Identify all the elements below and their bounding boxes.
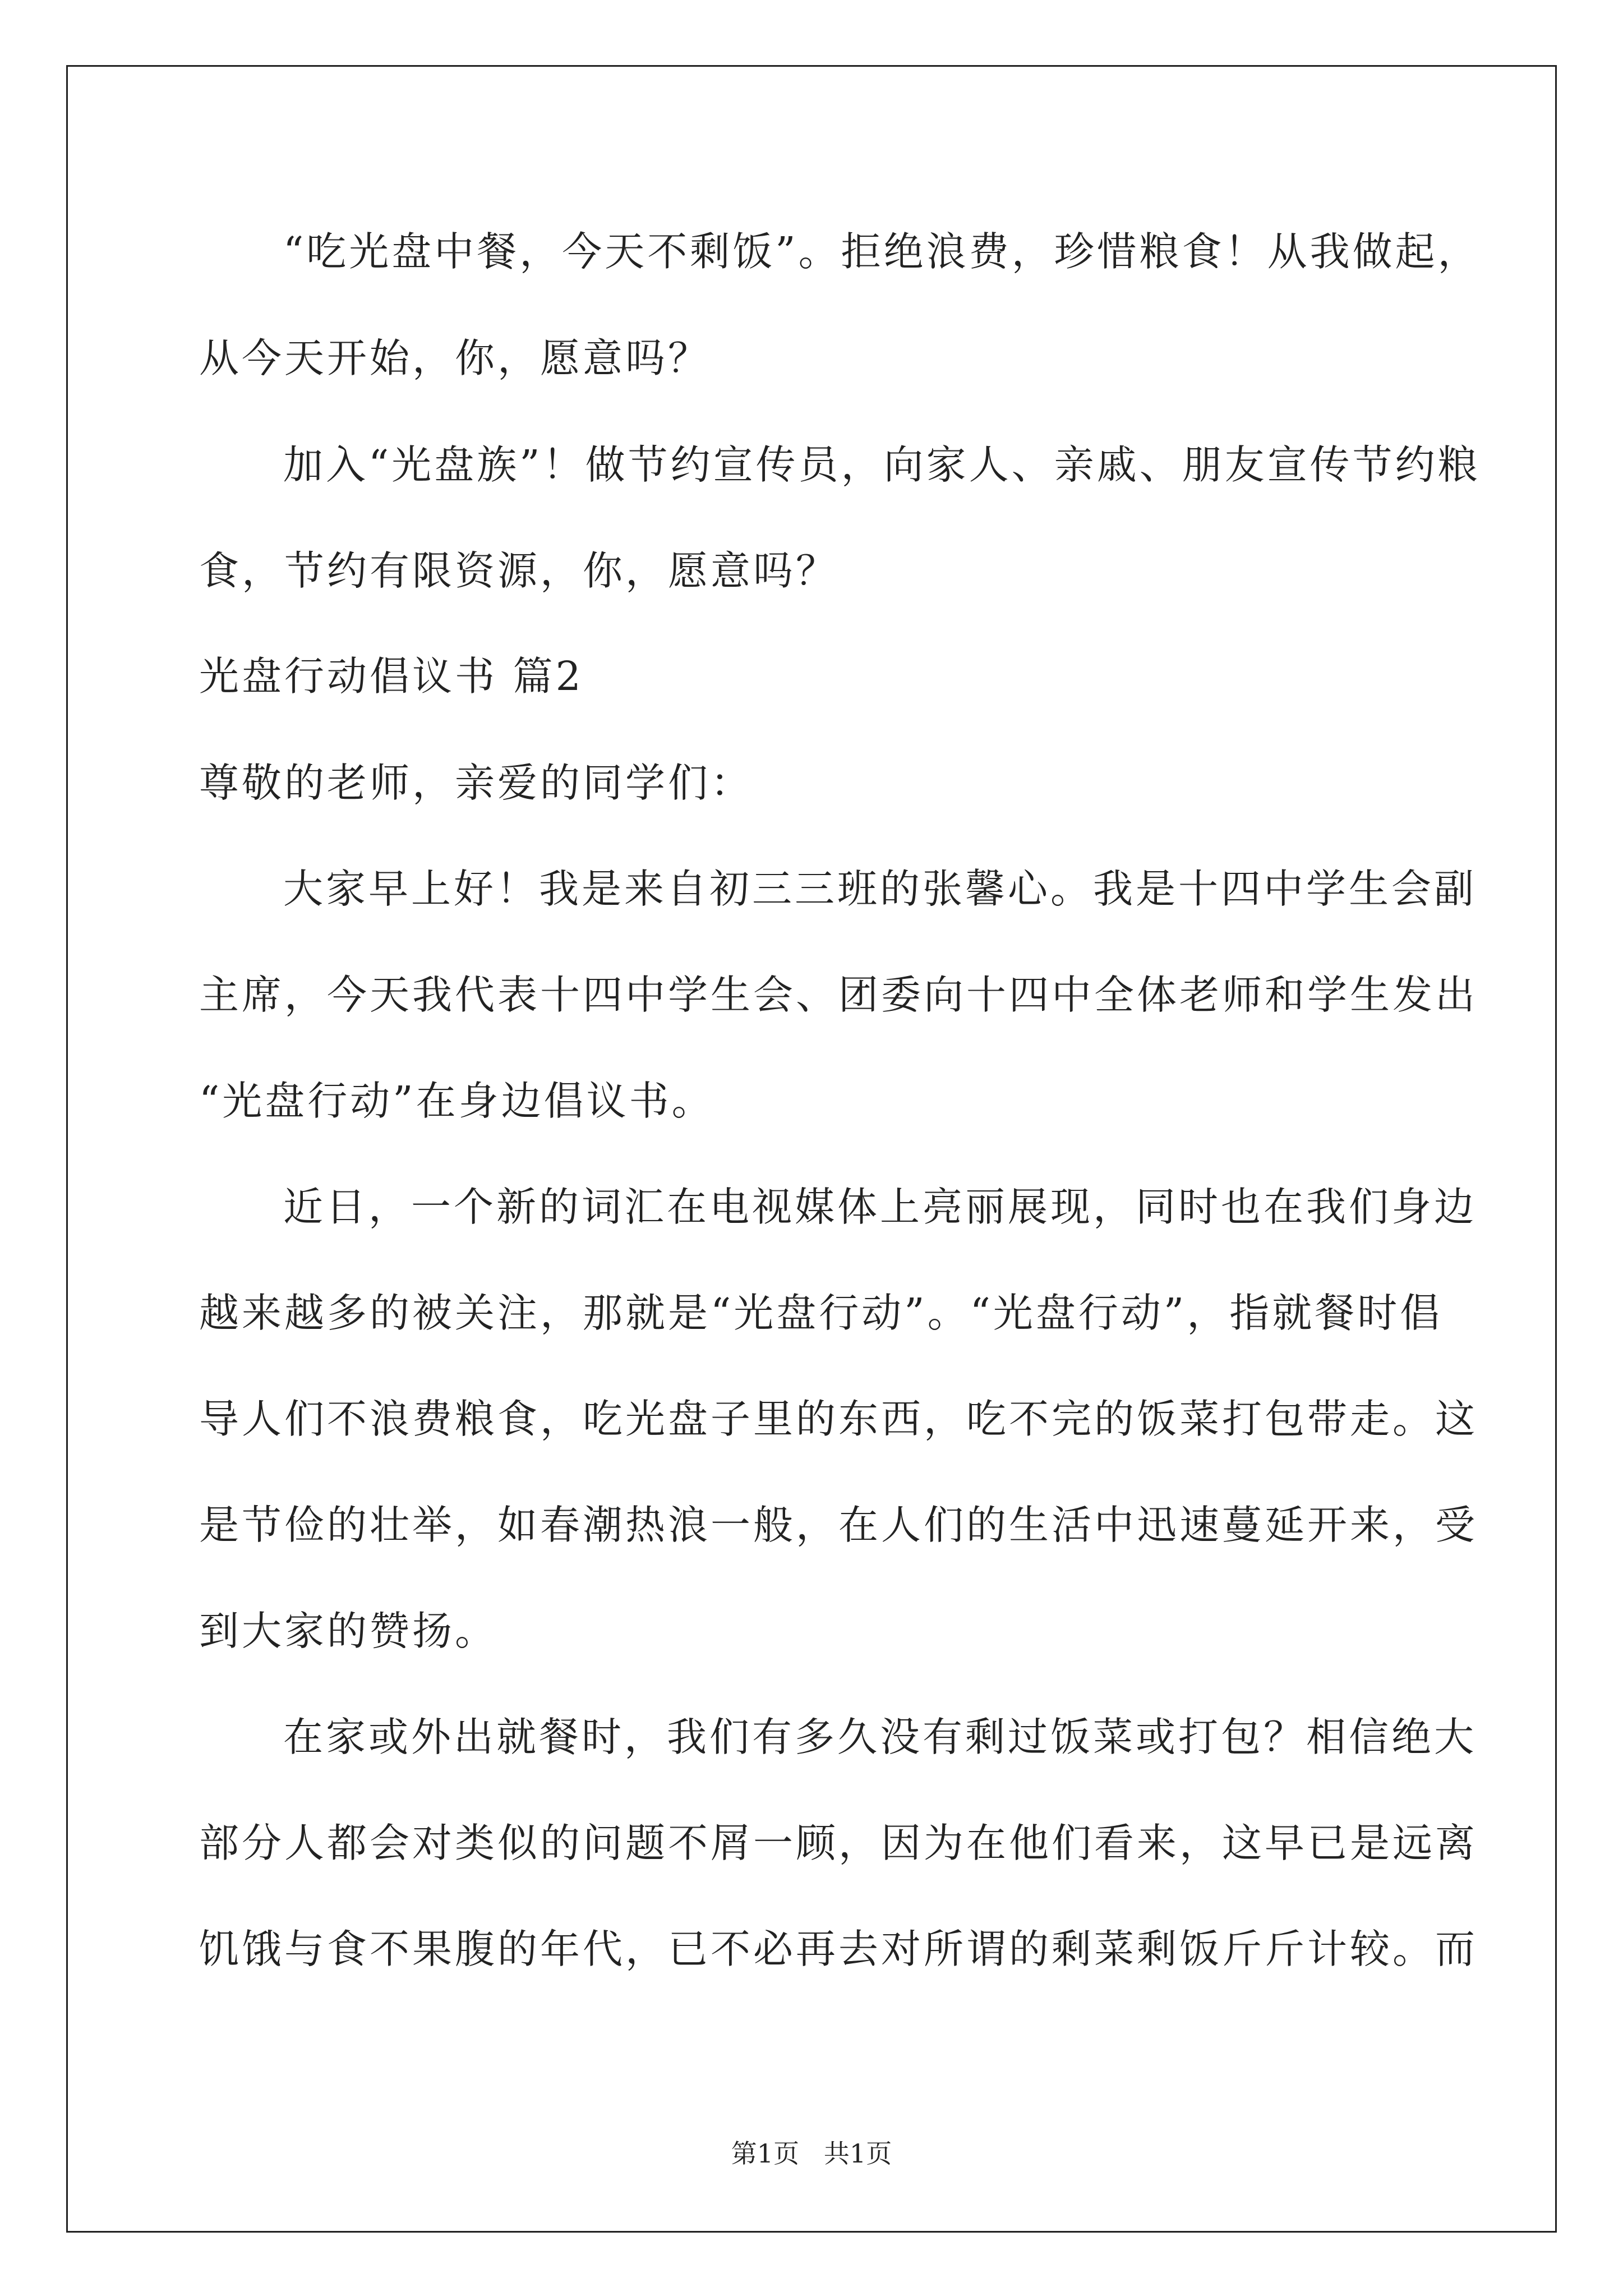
paragraph-line: 在家或外出就餐时，我们有多久没有剩过饭菜或打包？相信绝大 (283, 1714, 1477, 1760)
paragraph-line: 大家早上好！我是来自初三三班的张馨心。我是十四中学生会副 (283, 866, 1477, 912)
section-heading: 光盘行动倡议书 篇2 (199, 653, 584, 700)
paragraph-line: “吃光盘中餐，今天不剩饭”。拒绝浪费，珍惜粮食！从我做起， (283, 228, 1481, 275)
paragraph-line: “光盘行动”在身边倡议书。 (199, 1078, 714, 1124)
salutation: 尊敬的老师，亲爱的同学们： (199, 760, 754, 806)
paragraph-line: 到大家的赞扬。 (199, 1608, 498, 1654)
page-border (66, 65, 1557, 2233)
page-footer: 第1页 共1页 (731, 2138, 892, 2169)
paragraph-line: 是节俭的壮举，如春潮热浪一般，在人们的生活中迅速蔓延开来，受 (199, 1502, 1478, 1548)
paragraph-line: 加入“光盘族”！做节约宣传员，向家人、亲戚、朋友宣传节约粮 (283, 441, 1481, 488)
paragraph-line: 越来越多的被关注，那就是“光盘行动”。“光盘行动”，指就餐时倡 (199, 1290, 1443, 1336)
paragraph-line: 食，节约有限资源，你，愿意吗？ (199, 547, 839, 594)
paragraph-line: 从今天开始，你，愿意吗？ (199, 335, 711, 381)
paragraph-line: 部分人都会对类似的问题不屑一顾，因为在他们看来，这早已是远离 (199, 1820, 1478, 1866)
paragraph-line: 近日，一个新的词汇在电视媒体上亮丽展现，同时也在我们身边 (283, 1184, 1477, 1230)
paragraph-line: 主席，今天我代表十四中学生会、团委向十四中全体老师和学生发出 (199, 972, 1478, 1018)
paragraph-line: 饥饿与食不果腹的年代，已不必再去对所谓的剩菜剩饭斤斤计较。而 (199, 1926, 1478, 1972)
paragraph-line: 导人们不浪费粮食，吃光盘子里的东西，吃不完的饭菜打包带走。这 (199, 1396, 1478, 1442)
